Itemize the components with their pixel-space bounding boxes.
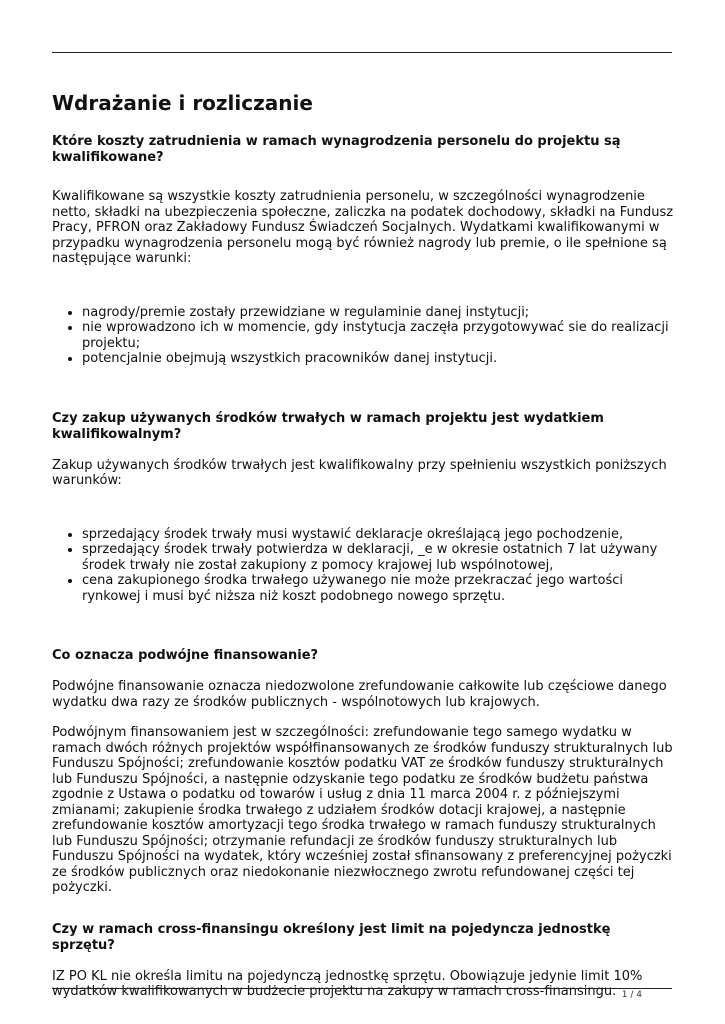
section-paragraph: IZ PO KL nie określa limitu na pojedynczą jednostkę sprzętu. Obowiązuje jedynie limit 10% wydatków kwalifikowanych w budżecie projektu na zakupy w ramach cross-finansingu. [52, 968, 643, 999]
section-heading: Czy zakup używanych środków trwałych w ramach projektu jest wydatkiem kwalifikowalnym? [52, 410, 604, 442]
section-heading: Które koszty zatrudnienia w ramach wynagrodzenia personelu do projektu są kwalifikowane? [52, 134, 621, 165]
page-number: 1 / 4 [621, 990, 642, 1000]
document-body [52, 90, 677, 1000]
section-paragraph: Podwójne finansowanie oznacza niedozwolone zrefundowanie całkowite lub częściowe danego wydatku dwa razy ze środków publicznych - wspólnotowych lub krajowych. [52, 679, 667, 710]
list-item: • potencjalnie obejmują wszystkich pracowników danej instytucji. [82, 351, 677, 367]
bullet-list [52, 305, 677, 367]
page-title: Wdrażanie i rozliczanie [52, 91, 313, 115]
list-item: • sprzedający środek trwały musi wystawić deklaracje określającą jego pochodzenie, [82, 527, 677, 543]
footer-rule [52, 988, 672, 989]
section-paragraph: Kwalifikowane są wszystkie koszty zatrudnienia personelu, w szczególności wynagrodzenie netto, składki na ubezpieczenia społeczne, zaliczka na podatek dochodowy, składki na Fundusz Pracy, PFRON oraz Zakładowy Fundusz Świadczeń Socjalnych. Wydatkami kwalifikowanymi w przypadku wynagrodzenia personelu mogą być również nagrody lub premie, o ile spełnione są następujące warunki: [52, 189, 674, 266]
section-paragraph: Podwójnym finansowaniem jest w szczególności: zrefundowanie tego samego wydatku w ramach dwóch różnych projektów współfinansowanych ze środków funduszy strukturalnych lub Funduszu Spójności; zrefundowanie kosztów podatku VAT ze środków funduszy strukturalnych lub Funduszu Spójności, a następnie odzyskanie tego podatku ze środków budżetu państwa zgodnie z Ustawa o podatku od towarów i usług z dnia 11 marca 2004 r. z późniejszymi zmianami; zakupienie środka trwałego z udziałem środków dotacji krajowej, a następnie zrefundowanie kosztów amortyzacji tego środka trwałego w ramach funduszy strukturalnych lub Funduszu Spójności; otrzymanie refundacji ze środków funduszy strukturalnych lub Funduszu Spójności na wydatek, który wcześniej został sfinansowany z preferencyjnej pożyczki ze środków publicznych oraz niedokonanie niezwłocznego zwrotu refundowanej części tej pożyczki. [52, 725, 673, 895]
section-heading: Co oznacza podwójne finansowanie? [52, 648, 319, 663]
section-heading: Czy w ramach cross-finansingu określony jest limit na pojedyncza jednostkę sprzętu? [52, 921, 611, 953]
bullet-list [52, 527, 677, 605]
header-rule [52, 52, 672, 53]
list-item: • nie wprowadzono ich w momencie, gdy instytucja zaczęła przygotowywać sie do realizacji projektu; [82, 320, 677, 351]
list-item: • sprzedający środek trwały potwierdza w deklaracji, _e w okresie ostatnich 7 lat używany środek trwały nie został zakupiony z pomocy krajowej lub wspólnotowej, [82, 542, 677, 573]
list-item: • cena zakupionego środka trwałego używanego nie może przekraczać jego wartości rynkowej i musi być niższa niż koszt podobnego nowego sprzętu. [82, 573, 677, 604]
list-item: • nagrody/premie zostały przewidziane w regulaminie danej instytucji; [82, 305, 677, 321]
section-paragraph: Zakup używanych środków trwałych jest kwalifikowalny przy spełnieniu wszystkich poniższych warunków: [52, 457, 667, 488]
